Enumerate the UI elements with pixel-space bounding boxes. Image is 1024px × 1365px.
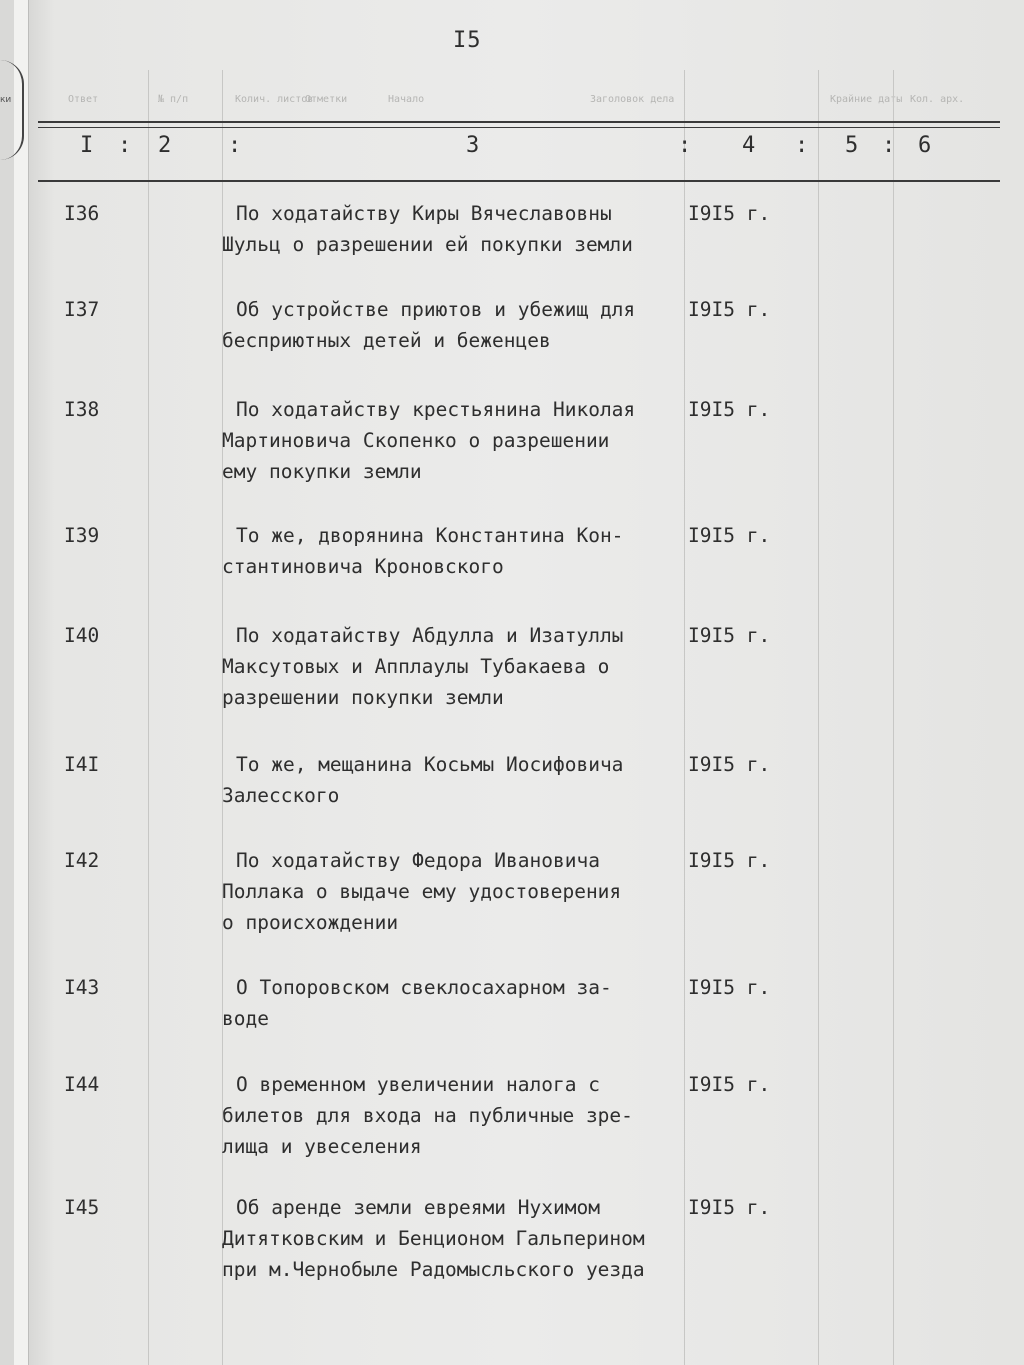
entry-title-line: воде xyxy=(222,1007,269,1030)
entry-title-line: То же, дворянина Константина Кон- xyxy=(236,524,624,547)
entry-title-line: Поллака о выдаче ему удостоверения xyxy=(222,880,622,903)
entry-title-line: стантиновича Кроновского xyxy=(222,555,504,578)
entry-number: I42 xyxy=(64,849,100,872)
entry-year: I9I5 г. xyxy=(688,976,771,999)
header-top-rule xyxy=(38,121,1000,123)
entry-title-line: То же, мещанина Косьмы Иосифовича xyxy=(236,753,624,776)
entry-title xyxy=(222,845,692,938)
column-number: I xyxy=(80,133,94,158)
entry-title xyxy=(222,294,692,356)
entry-year: I9I5 г. xyxy=(688,298,771,321)
entry-year: I9I5 г. xyxy=(688,524,771,547)
entry-year: I9I5 г. xyxy=(688,624,771,647)
header-bottom-rule xyxy=(38,180,1000,182)
entry-number: I44 xyxy=(64,1073,100,1096)
entry-title-line: По ходатайству Абдулла и Изатуллы xyxy=(236,624,624,647)
entry-title xyxy=(222,1192,692,1285)
entry-title-line: Мартиновича Скопенко о разрешении xyxy=(222,429,610,452)
entry-title-line: Шульц о разрешении ей покупки земли xyxy=(222,233,633,256)
entry-number: I4I xyxy=(64,753,100,776)
entry-title-line: бесприютных детей и беженцев xyxy=(222,329,551,352)
faint-header-cell: Начало xyxy=(388,94,425,105)
column-number: 4 xyxy=(742,133,756,158)
entry-title xyxy=(222,198,692,260)
entry-number: I38 xyxy=(64,398,100,421)
entry-title-line: ему покупки земли xyxy=(222,460,422,483)
entry-title-line: О Топоровском свеклосахарном за- xyxy=(236,976,612,999)
faint-column-header xyxy=(30,72,1000,124)
column-numbers-row xyxy=(0,133,1024,173)
entry-title xyxy=(222,1069,692,1162)
entry-title-line: Дитятковским и Бенционом Гальперином xyxy=(222,1227,645,1250)
entry-year: I9I5 г. xyxy=(688,398,771,421)
faint-header-cell: Заголовок дела xyxy=(590,94,675,105)
faint-header-cell: Крайние даты xyxy=(830,94,903,105)
entry-title-line: лища и увеселения xyxy=(222,1135,422,1158)
column-divider xyxy=(818,70,819,1365)
entry-title xyxy=(222,620,692,713)
entry-year: I9I5 г. xyxy=(688,202,771,225)
adjacent-page-edge xyxy=(14,0,29,1365)
column-separator: : xyxy=(228,133,242,158)
column-divider xyxy=(684,70,685,1365)
entry-title-line: разрешении покупки земли xyxy=(222,686,504,709)
entry-title-line: По ходатайству Федора Ивановича xyxy=(236,849,600,872)
entry-title-line: Максутовых и Апплаулы Тубакаева о xyxy=(222,655,610,678)
entry-year: I9I5 г. xyxy=(688,1073,771,1096)
column-separator: : xyxy=(795,133,809,158)
column-number: 3 xyxy=(466,133,480,158)
page-number: I5 xyxy=(453,28,482,53)
faint-header-cell: Отметки xyxy=(305,94,348,105)
column-separator: : xyxy=(882,133,896,158)
entry-number: I36 xyxy=(64,202,100,225)
entry-title-line: о происхождении xyxy=(222,911,399,934)
entry-year: I9I5 г. xyxy=(688,849,771,872)
entry-year: I9I5 г. xyxy=(688,753,771,776)
faint-header-cell: № п/п xyxy=(158,94,189,105)
faint-header-cell: Кол. арх. xyxy=(910,94,965,105)
entry-title-line: Об аренде земли евреями Нухимом xyxy=(236,1196,600,1219)
entry-title xyxy=(222,972,692,1034)
entry-title-line: По ходатайству Киры Вячеславовны xyxy=(236,202,612,225)
entry-number: I40 xyxy=(64,624,100,647)
entry-number: I39 xyxy=(64,524,100,547)
entry-title-line: Залесского xyxy=(222,784,340,807)
column-number: 5 xyxy=(845,133,859,158)
entry-title-line: Об устройстве приютов и убежищ для xyxy=(236,298,636,321)
entry-number: I43 xyxy=(64,976,100,999)
column-separator: : xyxy=(678,133,692,158)
column-number: 2 xyxy=(158,133,172,158)
entry-title xyxy=(222,394,692,487)
entry-year: I9I5 г. xyxy=(688,1196,771,1219)
entry-title xyxy=(222,520,692,582)
entry-number: I37 xyxy=(64,298,100,321)
column-separator: : xyxy=(118,133,132,158)
faint-header-cell: Колич. листов xyxy=(235,94,314,105)
edge-mark: ки xyxy=(0,95,12,105)
column-divider xyxy=(148,70,149,1365)
column-number: 6 xyxy=(918,133,932,158)
entry-title-line: О временном увеличении налога с xyxy=(236,1073,600,1096)
column-divider xyxy=(222,70,223,1365)
entry-title-line: при м.Чернобыле Радомысльского уезда xyxy=(222,1258,645,1281)
entry-title-line: билетов для входа на публичные зре- xyxy=(222,1104,633,1127)
entry-title xyxy=(222,749,692,811)
faint-header-cell: Ответ xyxy=(68,94,99,105)
header-top-rule-thin xyxy=(38,127,1000,128)
entry-title-line: По ходатайству крестьянина Николая xyxy=(236,398,636,421)
entry-number: I45 xyxy=(64,1196,100,1219)
column-divider xyxy=(893,70,894,1365)
